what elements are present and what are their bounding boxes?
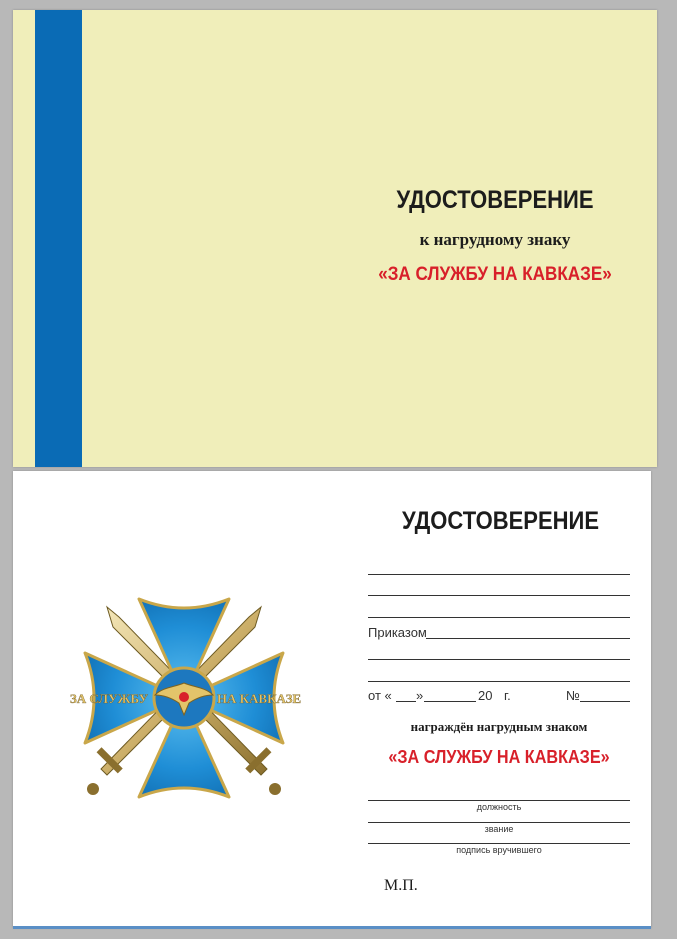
position-line[interactable] bbox=[368, 800, 630, 801]
stamp-place: М.П. bbox=[384, 877, 418, 894]
cover-badge-name: «ЗА СЛУЖБУ НА КАВКАЗЕ» bbox=[378, 264, 612, 285]
cross-medal-with-swords-icon bbox=[69, 591, 302, 805]
medal-right-text: НА КАВКАЗЕ bbox=[216, 691, 302, 706]
inner-badge-name: «ЗА СЛУЖБУ НА КАВКАЗЕ» bbox=[388, 747, 610, 767]
name-line-2[interactable] bbox=[368, 595, 630, 596]
inner-bottom-edge bbox=[13, 926, 651, 929]
order-line-3[interactable] bbox=[368, 681, 630, 682]
date-prefix: от « bbox=[368, 688, 392, 703]
year-label: 20 bbox=[478, 688, 493, 703]
signature-caption: подпись вручившего bbox=[456, 845, 542, 855]
date-close-quote: » bbox=[416, 688, 424, 703]
year-suffix: г. bbox=[504, 688, 511, 703]
certificate-inner-page bbox=[13, 471, 651, 928]
signature-line[interactable] bbox=[368, 843, 630, 844]
name-line-3[interactable] bbox=[368, 617, 630, 618]
order-label: Приказом bbox=[368, 625, 427, 640]
order-line-2[interactable] bbox=[368, 659, 630, 660]
medal-left-text: ЗА СЛУЖБУ bbox=[69, 691, 149, 706]
inner-title: УДОСТОВЕРЕНИЕ bbox=[402, 507, 599, 535]
awarded-text: награждён нагрудным знаком bbox=[410, 719, 588, 734]
cover-blue-stripe bbox=[35, 10, 82, 467]
rank-line[interactable] bbox=[368, 822, 630, 823]
certificate-form bbox=[368, 471, 633, 928]
certificate-cover bbox=[13, 10, 657, 467]
cover-title: УДОСТОВЕРЕНИЕ bbox=[396, 186, 594, 214]
day-line[interactable] bbox=[396, 701, 416, 702]
rank-caption: звание bbox=[484, 824, 514, 834]
number-label: № bbox=[566, 688, 580, 703]
month-line[interactable] bbox=[424, 701, 476, 702]
position-caption: должность bbox=[476, 802, 522, 812]
cover-subtitle: к нагрудному знаку bbox=[419, 230, 571, 249]
order-line[interactable] bbox=[426, 638, 630, 639]
number-line[interactable] bbox=[580, 701, 630, 702]
name-line-1[interactable] bbox=[368, 574, 630, 575]
